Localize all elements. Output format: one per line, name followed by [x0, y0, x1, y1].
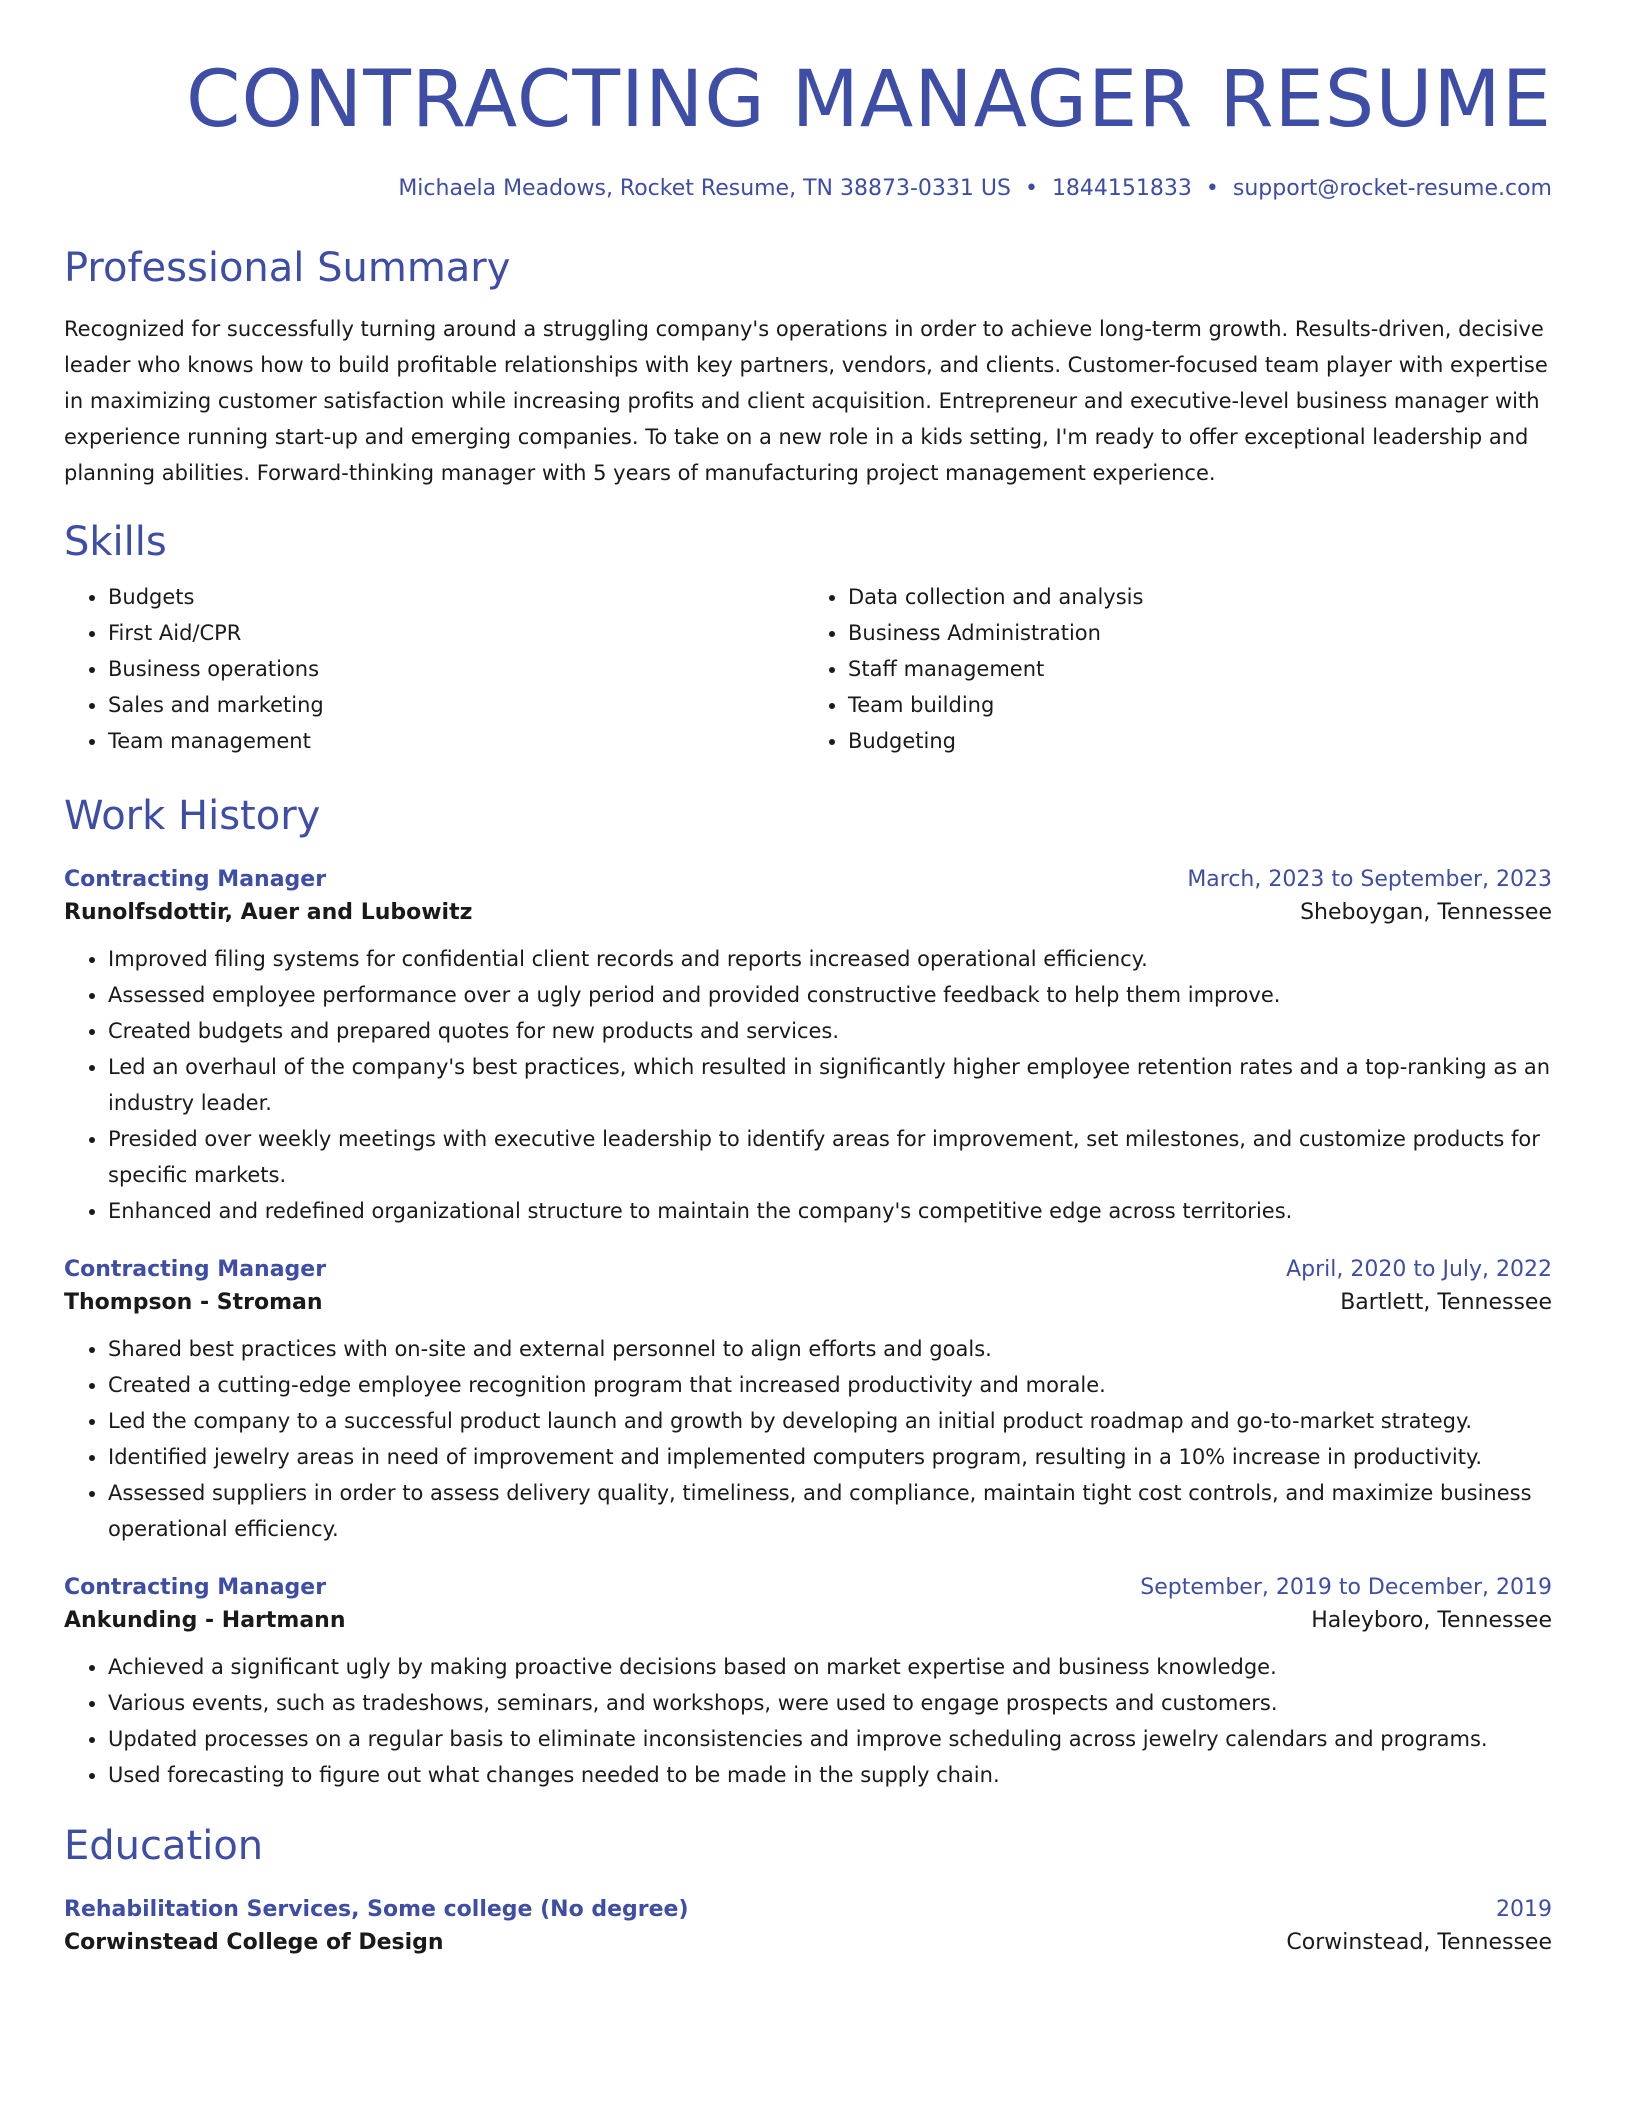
job-bullet: • Led an overhaul of the company's best practices, which resulted in significantly higher employee retention rates and a top-ranking as an industry leader. [108, 1049, 1552, 1121]
job-company: Thompson - Stroman [64, 1289, 323, 1315]
job-header-row [64, 867, 1552, 892]
job-bullet: • Created budgets and prepared quotes for new products and services. [108, 1013, 1552, 1049]
job-dates: September, 2019 to December, 2019 [1140, 1574, 1552, 1600]
job-bullet: • Assessed employee performance over a ugly period and provided constructive feedback to help them improve. [108, 977, 1552, 1013]
job-header-row [64, 1575, 1552, 1600]
job-entry [64, 1575, 1552, 1793]
job-bullet: • Assessed suppliers in order to assess delivery quality, timeliness, and compliance, maintain tight cost controls, and maximize business operational efficiency. [108, 1475, 1552, 1547]
summary-text: Recognized for successfully turning around a struggling company's operations in order to achieve long-term growth. Results-driven, decisive leader who knows how to build profitable relationships with key partners, vendors, and clients. Customer-focused team player with expertise in maximizing customer satisfaction while increasing profits and client acquisition. Entrepreneur and executive-level business manager with experience running start-up and emerging companies. To take on a new role in a kids setting, I'm ready to offer exceptional leadership and planning abilities. Forward-thinking manager with 5 years of manufacturing project management experience. [64, 316, 1548, 485]
education-heading: Education [64, 1822, 264, 1869]
education-entry [64, 1897, 1552, 1955]
education-year: 2019 [1496, 1896, 1552, 1922]
skill-item: • Team management [108, 723, 804, 759]
job-company: Ankunding - Hartmann [64, 1607, 346, 1633]
skill-item: • Budgets [108, 579, 804, 615]
job-company-row [64, 1600, 1552, 1633]
education-header-row [64, 1897, 1552, 1922]
job-bullets [64, 941, 1552, 1229]
job-dates: March, 2023 to September, 2023 [1187, 866, 1552, 892]
contact-separator: • [1205, 175, 1219, 201]
contact-separator: • [1024, 175, 1038, 201]
job-bullet: • Shared best practices with on-site and external personnel to align efforts and goals. [108, 1331, 1552, 1367]
job-location: Sheboygan, Tennessee [1300, 899, 1552, 925]
job-bullet: • Achieved a significant ugly by making proactive decisions based on market expertise and business knowledge. [108, 1649, 1552, 1685]
job-bullet: • Led the company to a successful product launch and growth by developing an initial product roadmap and go-to-market strategy. [108, 1403, 1552, 1439]
contact-address: Michaela Meadows, Rocket Resume, TN 38873-0331 US [398, 175, 1011, 201]
job-bullet: • Updated processes on a regular basis to eliminate inconsistencies and improve scheduling across jewelry calendars and programs. [108, 1721, 1552, 1757]
job-title: Contracting Manager [64, 866, 327, 892]
job-entry [64, 867, 1552, 1229]
skills-list-right [804, 579, 1552, 759]
job-bullet: • Improved filing systems for confidential client records and reports increased operational efficiency. [108, 941, 1552, 977]
education-school: Corwinstead College of Design [64, 1929, 444, 1955]
job-bullet: • Identified jewelry areas in need of improvement and implemented computers program, resulting in a 10% increase in productivity. [108, 1439, 1552, 1475]
job-company-row [64, 892, 1552, 925]
education-location: Corwinstead, Tennessee [1286, 1929, 1552, 1955]
job-location: Bartlett, Tennessee [1340, 1289, 1552, 1315]
contact-email: support@rocket-resume.com [1232, 175, 1552, 201]
skill-item: • Data collection and analysis [848, 579, 1552, 615]
skills-heading: Skills [64, 518, 167, 565]
job-header-row [64, 1257, 1552, 1282]
job-title: Contracting Manager [64, 1256, 327, 1282]
job-bullets [64, 1649, 1552, 1793]
job-bullet: • Created a cutting-edge employee recognition program that increased productivity and morale. [108, 1367, 1552, 1403]
job-company: Runolfsdottir, Auer and Lubowitz [64, 899, 473, 925]
skill-item: • Sales and marketing [108, 687, 804, 723]
skill-item: • Team building [848, 687, 1552, 723]
education-degree: Rehabilitation Services, Some college (No degree) [64, 1896, 689, 1922]
job-title: Contracting Manager [64, 1574, 327, 1600]
job-bullet: • Used forecasting to figure out what changes needed to be made in the supply chain. [108, 1757, 1552, 1793]
resume-title: CONTRACTING MANAGER RESUME [186, 55, 1552, 145]
job-company-row [64, 1282, 1552, 1315]
summary-heading: Professional Summary [64, 244, 511, 291]
skill-item: • Business Administration [848, 615, 1552, 651]
skills-grid [64, 579, 1552, 759]
contact-line [64, 176, 1552, 201]
skill-item: • Business operations [108, 651, 804, 687]
skill-item: • Staff management [848, 651, 1552, 687]
job-location: Haleyboro, Tennessee [1311, 1607, 1552, 1633]
skills-list-left [64, 579, 804, 759]
skill-item: • Budgeting [848, 723, 1552, 759]
job-bullet: • Presided over weekly meetings with executive leadership to identify areas for improvement, set milestones, and customize products for specific markets. [108, 1121, 1552, 1193]
work-history-heading: Work History [64, 792, 321, 839]
job-entry [64, 1257, 1552, 1547]
job-bullet: • Various events, such as tradeshows, seminars, and workshops, were used to engage prospects and customers. [108, 1685, 1552, 1721]
job-dates: April, 2020 to July, 2022 [1286, 1256, 1552, 1282]
education-school-row [64, 1922, 1552, 1955]
skill-item: • First Aid/CPR [108, 615, 804, 651]
job-bullets [64, 1331, 1552, 1547]
contact-phone: 1844151833 [1051, 175, 1192, 201]
job-bullet: • Enhanced and redefined organizational structure to maintain the company's competitive edge across territories. [108, 1193, 1552, 1229]
